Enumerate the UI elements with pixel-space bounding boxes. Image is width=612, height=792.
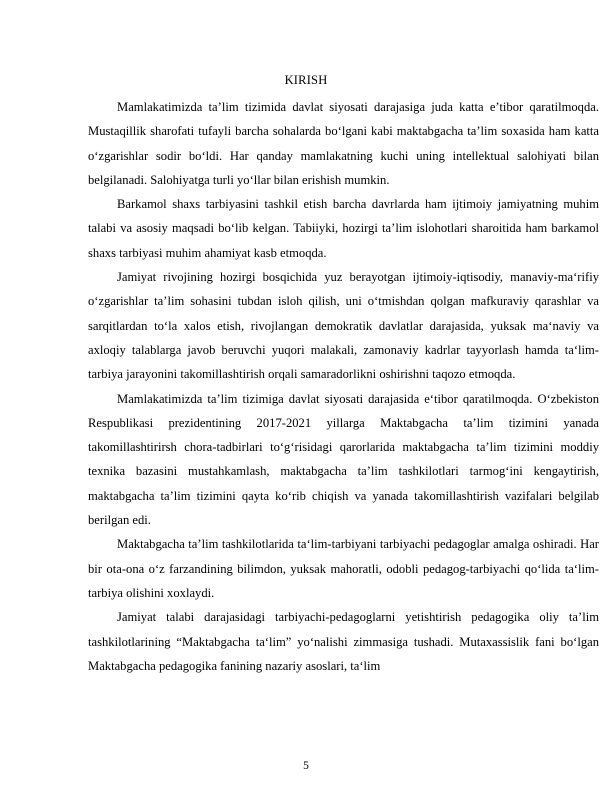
paragraph-2: Barkamol shaxs tarbiyasini tashkil etish barcha davrlarda ham ijtimoiy jamiyatning muhim talabi va asosiy maqsadi bo‘lib kelgan. Tabiiyki, hozirgi ta’lim islohotlari sharoitida ham barkamol shaxs tarbiyasi muhim ahamiyat kasb etmoqda. [88, 197, 599, 260]
paragraph-1: Mamlakatimizda ta’lim tizimida davlat siyosati darajasiga juda katta e’tibor qaratilmoqda. Mustaqillik sharofati tufayli barcha sohalarda bo‘lgani kabi maktabgacha ta’lim soxasida ham katta o‘zgarishlar sodir bo‘ldi. Har qanday mamlakatning kuchi uning intellektual salohiyati bilan belgilanadi. Salohiyatga turli yo‘llar bilan erishish mumkin. [88, 100, 599, 187]
page-number: 5 [303, 760, 309, 772]
body-text [88, 95, 599, 678]
paragraph-4: Mamlakatimizda ta’lim tizimiga davlat siyosati darajasida e‘tibor qaratilmoqda. O‘zbekiston Respublikasi prezidentining 2017-2021 yillarga Maktabgacha ta’lim tizimini yanada takomillashtirirsh chora-tadbirlari to‘g‘risidagi qarorlarida maktabgacha ta’lim tizimini moddiy texnika bazasini mustahkamlash, maktabgacha ta’lim tashkilotlari tarmog‘ini kengaytirish, maktabgacha ta’lim tizimini qayta ko‘rib chiqish va yanada takomillashtirish vazifalari belgilab berilgan edi. [88, 391, 599, 528]
paragraph-6: Jamiyat talabi darajasidagi tarbiyachi-pedagoglarni yetishtirish pedagogika oliy ta’lim tashkilotlarining “Maktabgacha ta‘lim” yo‘nalishi zimmasiga tushadi. Mutaxassislik fani bo‘lgan Maktabgacha pedagogika fanining nazariy asoslari, ta‘lim [88, 610, 599, 673]
page-title: KIRISH [284, 73, 328, 87]
paragraph-3: Jamiyat rivojining hozirgi bosqichida yuz berayotgan ijtimoiy-iqtisodiy, manaviy-ma‘rifiy o‘zgarishlar ta’lim sohasini tubdan isloh qilish, uni o‘tmishdan qolgan mafkuraviy qarashlar va sarqitlardan to‘la xalos etish, rivojlangan demokratik davlatlar darajasida, yuksak ma‘naviy va axloqiy talablarga javob beruvchi yuqori malakali, zamonaviy kadrlar tayyorlash hamda ta‘lim-tarbiya jarayonini takomillashtirish orqali samaradorlikni oshirishni taqozo etmoqda. [88, 270, 599, 382]
paragraph-5: Maktabgacha ta’lim tashkilotlarida ta‘lim-tarbiyani tarbiyachi pedagoglar amalga oshiradi. Har bir ota-ona o‘z farzandining bilimdon, yuksak mahoratli, odobli pedagog-tarbiyachi qo‘lida ta‘lim-tarbiya olishini xoxlaydi. [88, 537, 599, 600]
